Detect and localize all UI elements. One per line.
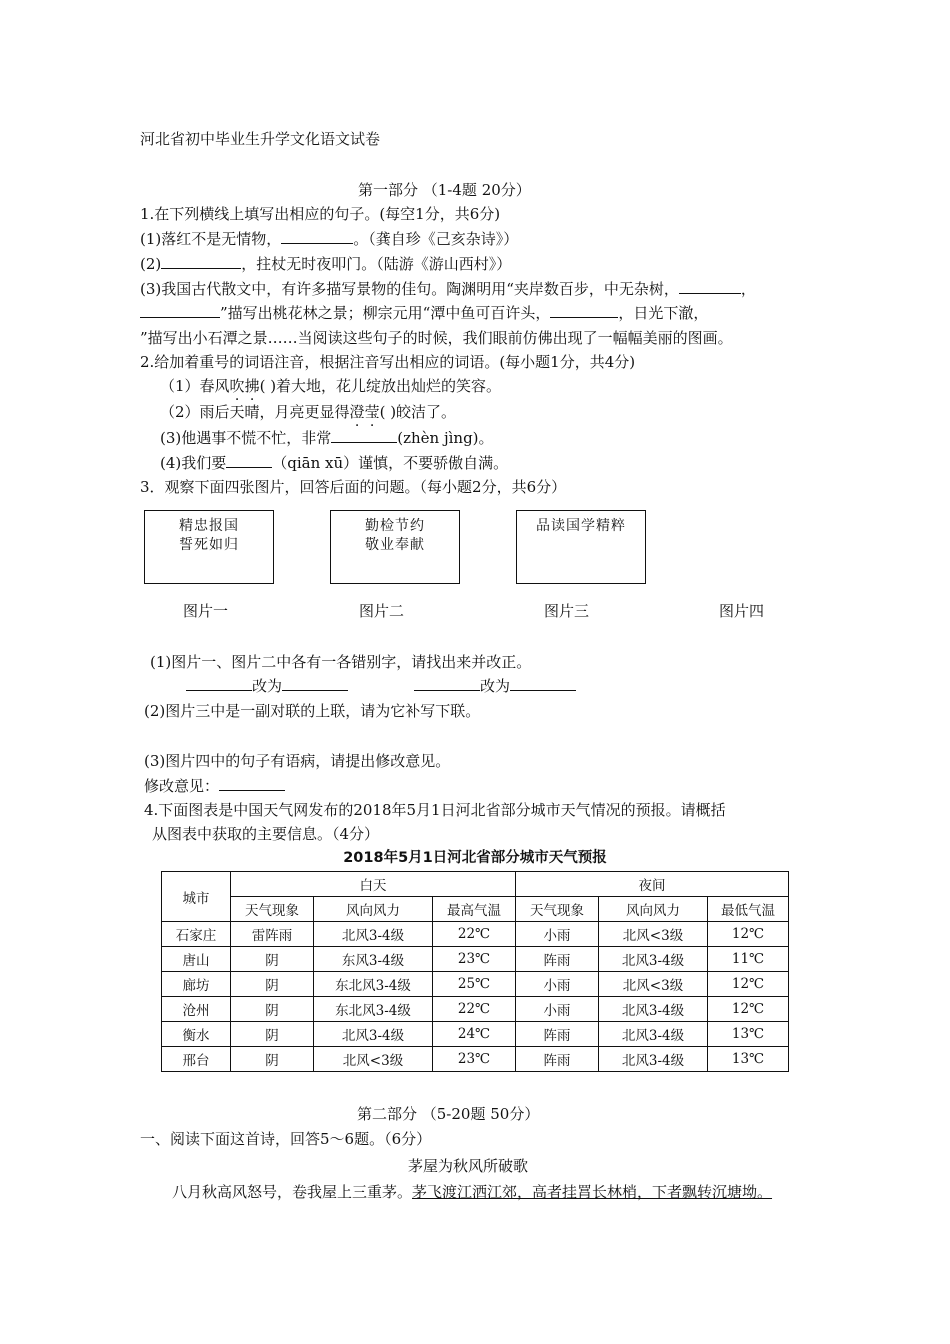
cell: 阴 xyxy=(231,997,314,1022)
q3-stem: 3．观察下面四张图片，回答后面的问题。（每小题2分，共6分） xyxy=(140,478,567,496)
q2-stem: 2.给加着重号的词语注音，根据注音写出相应的词语。(每小题1分，共4分) xyxy=(140,353,636,371)
q1-line4-b: ，日光下澈， xyxy=(618,304,709,322)
q3-sub1-answers xyxy=(186,676,576,696)
q1-line2-b: ，拄杖无时夜叩门。（陆游《游山西村》） xyxy=(241,255,512,273)
q2-item2-b: ( )皎洁了。 xyxy=(379,403,457,421)
header-night: 夜间 xyxy=(516,872,789,897)
q2-item2 xyxy=(160,402,456,422)
revision-label: 修改意见： xyxy=(144,777,220,795)
cell: 阵雨 xyxy=(516,1022,599,1047)
poem-line1-underlined: 茅飞渡江洒江郊，高者挂罥长林梢，下者飘转沉塘坳。 xyxy=(412,1183,773,1201)
cell: 东北风3-4级 xyxy=(314,972,433,997)
caption-picture-one: 图片一 xyxy=(183,602,229,620)
poem-line1-a: 八月秋高风怒号，卷我屋上三重茅。 xyxy=(172,1183,413,1201)
cell: 23℃ xyxy=(433,1047,516,1072)
answer-blank[interactable] xyxy=(679,279,741,294)
cell: 雷阵雨 xyxy=(231,922,314,947)
cell: 小雨 xyxy=(516,997,599,1022)
q1-line3 xyxy=(140,279,756,299)
cell: 13℃ xyxy=(708,1047,789,1072)
q1-line1-b: 。（龚自珍《己亥杂诗》） xyxy=(353,230,519,248)
subheader: 天气现象 xyxy=(231,897,314,922)
cell: 阵雨 xyxy=(516,1047,599,1072)
q1-line2-a: (2) xyxy=(140,255,162,273)
change-to-label: 改为 xyxy=(480,677,511,695)
cell: 小雨 xyxy=(516,972,599,997)
cell: 廊坊 xyxy=(162,972,231,997)
cell: 衡水 xyxy=(162,1022,231,1047)
q3-sub1: (1)图片一、图片二中各有一各错别字，请找出来并改正。 xyxy=(150,653,532,671)
answer-blank[interactable] xyxy=(550,303,618,318)
cell: 北风3-4级 xyxy=(314,1022,433,1047)
table-row xyxy=(162,1047,789,1072)
q1-stem: 1.在下列横线上填写出相应的句子。(每空1分，共6分) xyxy=(140,205,501,223)
cell: 阴 xyxy=(231,1047,314,1072)
pic2-line2: 敬业奉献 xyxy=(365,537,425,553)
cell: 23℃ xyxy=(433,947,516,972)
pic1-line2: 誓死如归 xyxy=(179,537,239,553)
answer-blank[interactable] xyxy=(219,776,285,791)
cell: 北风3-4级 xyxy=(599,947,708,972)
table-row xyxy=(162,922,789,947)
answer-blank[interactable] xyxy=(161,254,241,269)
q2-item4-b: （qiān xū）谨慎，不要骄傲自满。 xyxy=(272,454,509,472)
pic1-line1: 精忠报国 xyxy=(179,518,239,534)
pic3-line1: 品读国学精粹 xyxy=(536,518,626,534)
cell: 22℃ xyxy=(433,997,516,1022)
q4-stem-line1: 4.下面图表是中国天气网发布的2018年5月1日河北省部分城市天气情况的预报。请概括 xyxy=(144,801,726,819)
table-row xyxy=(162,997,789,1022)
subheader: 最低气温 xyxy=(708,897,789,922)
subheader: 天气现象 xyxy=(516,897,599,922)
table-title: 2018年5月1日河北省部分城市天气预报 xyxy=(343,850,607,866)
section1-stem: 一、阅读下面这首诗，回答5～6题。（6分） xyxy=(140,1130,432,1148)
header-city: 城市 xyxy=(162,872,231,922)
q2-item3-a: (3)他遇事不慌不忙，非常 xyxy=(160,429,332,447)
q3-sub2: (2)图片三中是一副对联的上联，请为它补写下联。 xyxy=(144,702,481,720)
picture-two xyxy=(330,510,460,584)
header-day: 白天 xyxy=(231,872,516,897)
q3-sub3: (3)图片四中的句子有语病，请提出修改意见。 xyxy=(144,752,451,770)
cell: 阴 xyxy=(231,972,314,997)
q1-line1-a: (1)落红不是无情物， xyxy=(140,230,282,248)
cell: 北风3-4级 xyxy=(599,1022,708,1047)
cell: 北风3-4级 xyxy=(599,1047,708,1072)
emphasis-char: 拂 xyxy=(244,377,260,395)
cell: 东风3-4级 xyxy=(314,947,433,972)
cell: 阴 xyxy=(231,1022,314,1047)
cell: 12℃ xyxy=(708,997,789,1022)
q2-item1-b: ( )着大地，花儿绽放出灿烂的笑容。 xyxy=(259,377,502,395)
answer-blank[interactable] xyxy=(414,676,480,691)
caption-picture-two: 图片二 xyxy=(359,602,405,620)
poem-line1 xyxy=(172,1182,772,1202)
cell: 12℃ xyxy=(708,972,789,997)
q1-line3-b: ， xyxy=(740,280,756,298)
answer-blank[interactable] xyxy=(140,303,220,318)
emphasis-char: 澄 xyxy=(349,403,365,421)
answer-blank[interactable] xyxy=(510,676,576,691)
cell: 阵雨 xyxy=(516,947,599,972)
emphasis-char: 吹 xyxy=(229,377,245,395)
cell: 北风3-4级 xyxy=(599,997,708,1022)
q2-item1-a: （1）春风 xyxy=(160,377,230,395)
q4-stem-line2: 从图表中获取的主要信息。（4分） xyxy=(152,825,380,843)
q2-item2-a: （2）雨后天晴，月亮更显得 xyxy=(160,403,350,421)
table-row xyxy=(162,947,789,972)
q1-line2 xyxy=(140,254,511,274)
caption-picture-four: 图片四 xyxy=(719,602,765,620)
cell: 11℃ xyxy=(708,947,789,972)
answer-blank[interactable] xyxy=(331,428,397,443)
cell: 沧州 xyxy=(162,997,231,1022)
cell: 石家庄 xyxy=(162,922,231,947)
cell: 东北风3-4级 xyxy=(314,997,433,1022)
part1-heading: 第一部分 （1-4题 20分） xyxy=(358,181,531,199)
emphasis-char: 莹 xyxy=(364,403,380,421)
q1-line3-a: (3)我国古代散文中，有许多描写景物的佳句。陶渊明用“夹岸数百步，中无杂树， xyxy=(140,280,679,298)
answer-blank[interactable] xyxy=(282,676,348,691)
table-row xyxy=(162,1022,789,1047)
subheader: 最高气温 xyxy=(433,897,516,922)
answer-blank[interactable] xyxy=(186,676,252,691)
cell: 22℃ xyxy=(433,922,516,947)
cell: 小雨 xyxy=(516,922,599,947)
cell: 阴 xyxy=(231,947,314,972)
pic2-line1: 勤检节约 xyxy=(365,518,425,534)
q1-line4 xyxy=(140,303,708,323)
cell: 唐山 xyxy=(162,947,231,972)
cell: 北风<3级 xyxy=(599,922,708,947)
subheader: 风向风力 xyxy=(599,897,708,922)
q1-line1 xyxy=(140,229,518,249)
cell: 25℃ xyxy=(433,972,516,997)
q2-item3 xyxy=(160,428,494,448)
picture-one xyxy=(144,510,274,584)
cell: 北风<3级 xyxy=(599,972,708,997)
caption-picture-three: 图片三 xyxy=(544,602,590,620)
cell: 13℃ xyxy=(708,1022,789,1047)
cell: 12℃ xyxy=(708,922,789,947)
q2-item4 xyxy=(160,453,508,473)
answer-blank[interactable] xyxy=(281,229,353,244)
answer-blank[interactable] xyxy=(226,453,272,468)
doc-title: 河北省初中毕业生升学文化语文试卷 xyxy=(140,130,381,148)
q1-line5: ”描写出小石潭之景……当阅读这些句子的时候，我们眼前仿佛出现了一幅幅美丽的图画。 xyxy=(140,329,733,347)
picture-three xyxy=(516,510,646,584)
q1-line4-a: ”描写出桃花林之景；柳宗元用“潭中鱼可百许头， xyxy=(220,304,551,322)
part2-heading: 第二部分 （5-20题 50分） xyxy=(357,1105,540,1123)
cell: 邢台 xyxy=(162,1047,231,1072)
subheader: 风向风力 xyxy=(314,897,433,922)
cell: 北风3-4级 xyxy=(314,922,433,947)
cell: 北风<3级 xyxy=(314,1047,433,1072)
q2-item4-a: (4)我们要 xyxy=(160,454,227,472)
cell: 24℃ xyxy=(433,1022,516,1047)
weather-table xyxy=(161,871,789,1072)
q3-sub3-answer xyxy=(144,776,285,796)
change-to-label: 改为 xyxy=(252,677,283,695)
q2-item3-b: (zhèn jìng)。 xyxy=(397,429,494,447)
table-row xyxy=(162,972,789,997)
q2-item1 xyxy=(160,376,501,396)
poem-title: 茅屋为秋风所破歌 xyxy=(408,1157,529,1175)
